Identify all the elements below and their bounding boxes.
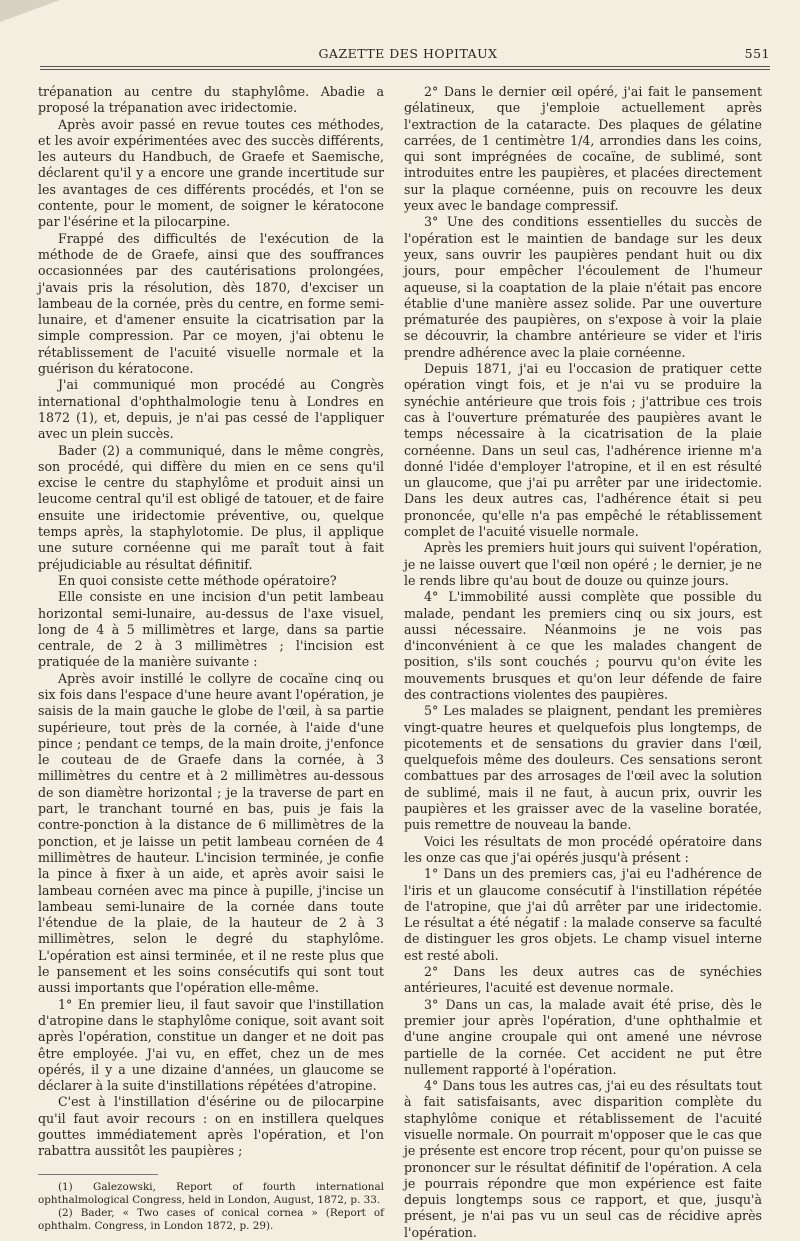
left-column bbox=[38, 84, 384, 1233]
header-rule bbox=[40, 66, 770, 70]
paragraph: 4° Dans tous les autres cas, j'ai eu des résultats tout à fait satisfaisants, avec disparition complète du staphylôme conique et rétablissement de l'acuité visuelle normale. On pourrait m'opposer que le cas que je présente est encore trop récent, pour qu'on puisse se prononcer sur le résultat définitif de l'opération. A cela je pourrais répondre que mon expérience est faite depuis longtemps sous ce rapport, et que, jusqu'à présent, je n'ai pas vu un seul cas de récidive après l'opération. bbox=[404, 1078, 762, 1240]
running-header bbox=[46, 44, 770, 66]
paragraph: Après avoir passé en revue toutes ces méthodes, et les avoir expérimentées avec des succès différents, les auteurs du Handbuch, de Graefe et Saemische, déclarent qu'il y a encore une grande incertitude sur les avantages de ces différents procédés, et l'on se contente, pour le moment, de soigner le kératocone par l'ésérine et la pilocarpine. bbox=[38, 116, 384, 230]
paragraph: 2° Dans les deux autres cas de synéchies antérieures, l'acuité est devenue normale. bbox=[404, 964, 762, 996]
paragraph: J'ai communiqué mon procédé au Congrès international d'ophthalmologie tenu à Londres en 1872 (1), et, depuis, je n'ai pas cessé de l'appliquer avec un plein succès. bbox=[38, 377, 384, 442]
page-number: 551 bbox=[744, 46, 770, 61]
paragraph: trépanation au centre du staphylôme. Abadie a proposé la trépanation avec iridectomie. bbox=[38, 84, 384, 116]
paragraph: Frappé des difficultés de l'exécution de la méthode de de Graefe, ainsi que des souffrances occasionnées par des cautérisations prolongées, j'avais pris la résolution, dès 1870, d'exciser un lambeau de la cornée, près du centre, en forme semi-lunaire, et d'amener ensuite la cicatrisation par la simple compression. Par ce moyen, j'ai obtenu le rétablissement de l'acuité visuelle normale et la guérison du kératocone. bbox=[38, 230, 384, 377]
paragraph: Après avoir instillé le collyre de cocaïne cinq ou six fois dans l'espace d'une heure avant l'opération, je saisis de la main gauche le globe de l'œil, à sa partie supérieure, tout près de la cornée, à l'aide d'une pince ; pendant ce temps, de la main droite, j'enfonce le couteau de de Graefe dans la cornée, à 3 millimètres du centre et à 2 millimètres au-dessous de son diamètre horizontal ; je la traverse de part en part, le tranchant tourné en bas, puis je fais la contre-ponction à la distance de 6 millimètres de la ponction, et je laisse un petit lambeau cornéen de 4 millimètres de hauteur. L'incision terminée, je confie la pince à fixer à un aide, et après avoir saisi le lambeau cornéen avec ma pince à pupille, j'incise un lambeau semi-lunaire de la cornée dans toute l'étendue de la plaie, de la hauteur de 2 à 3 millimètres, selon le degré du staphylôme. L'opération est ainsi terminée, et il ne reste plus que le pansement et les soins consécutifs qui sont tout aussi importants que l'opération elle-même. bbox=[38, 670, 384, 996]
paragraph: 1° Dans un des premiers cas, j'ai eu l'adhérence de l'iris et un glaucome consécutif à l'instillation répétée de l'atropine, que j'ai dû arrêter par une iridectomie. Le résultat a été négatif : la malade conserve sa faculté de distinguer les gros objets. Le champ visuel interne est resté aboli. bbox=[404, 866, 762, 963]
paragraph: 1° En premier lieu, il faut savoir que l'instillation d'atropine dans le staphylôme conique, soit avant soit après l'opération, constitue un danger et ne doit pas être employée. J'ai vu, en effet, chez un de mes opérés, il y a une dizaine d'années, un glaucome se déclarer à la suite d'instillations répétées d'atropine. bbox=[38, 996, 384, 1094]
right-column bbox=[404, 84, 762, 1241]
paragraph: 5° Les malades se plaignent, pendant les premières vingt-quatre heures et quelquefois plus longtemps, de picotements et de sensations du gravier dans l'œil, quelquefois même des douleurs. Ces sensations seront combattues par des arrosages de l'œil avec la solution de sublimé, mais il ne faut, à aucun prix, ouvrir les paupières et les graisser avec de la vaseline boratée, puis remettre de nouveau la bande. bbox=[404, 703, 762, 833]
paragraph: 4° L'immobilité aussi complète que possible du malade, pendant les premiers cinq ou six jours, est aussi nécessaire. Néanmoins je ne vois pas d'inconvénient à ce que les malades changent de position, s'ils sont couchés ; pourvu qu'on évite les mouvements brusques et qu'on leur défende de faire des contractions violentes des paupières. bbox=[404, 589, 762, 702]
paragraph: Elle consiste en une incision d'un petit lambeau horizontal semi-lunaire, au-dessus de l'axe visuel, long de 4 à 5 millimètres et large, dans sa partie centrale, de 2 à 3 millimètres ; l'incision est pratiquée de la manière suivante : bbox=[38, 589, 384, 670]
paragraph: En quoi consiste cette méthode opératoire? bbox=[58, 572, 337, 588]
paragraph: Après les premiers huit jours qui suivent l'opération, je ne laisse ouvert que l'œil non opéré ; le dernier, je ne le rends libre qu'au bout de douze ou quinze jours. bbox=[404, 540, 762, 588]
paragraph: 3° Dans un cas, la malade avait été prise, dès le premier jour après l'opération, d'une ophthalmie et d'une angine croupale qui ont amené une névrose partielle de la cornée. Cet accident ne put être nullement rapporté à l'opération. bbox=[404, 996, 762, 1077]
paragraph: 3° Une des conditions essentielles du succès de l'opération est le maintien de bandage sur les deux yeux, sans ouvrir les paupières pendant huit ou dix jours, pour empêcher l'écoulement de l'humeur aqueuse, si la coaptation de la plaie n'était pas encore établie d'une manière assez solide. Par une ouverture prématurée des paupières, on s'expose à voir la plaie se découvrir, la chambre antérieure se vider et l'iris prendre adhérence avec la plaie cornéenne. bbox=[404, 214, 762, 360]
footnote: (1) Galezowski, Report of fourth international ophthalmological Congress, held in London, August, 1872, p. 33. bbox=[38, 1180, 384, 1206]
paragraph: Depuis 1871, j'ai eu l'occasion de pratiquer cette opération vingt fois, et je n'ai vu se produire la synéchie antérieure que trois fois ; j'attribue ces trois cas à l'ouverture prématurée des paupières avant le temps nécessaire à la cicatrisation de la plaie cornéenne. Dans un seul cas, l'adhérence irienne m'a donné l'idée d'employer l'atropine, et il en est résulté un glaucome, que j'ai pu arrêter par une iridectomie. Dans les deux autres cas, l'adhérence était si peu prononcée, qu'elle n'a pas empêché le rétablissement complet de l'acuité visuelle normale. bbox=[404, 361, 762, 540]
footnote-rule bbox=[38, 1174, 158, 1175]
paragraph: C'est à l'instillation d'ésérine ou de pilocarpine qu'il faut avoir recours : on en instillera quelques gouttes immédiatement après l'opération, et l'on rabattra aussitôt les paupières ; bbox=[38, 1094, 384, 1159]
paragraph: 2° Dans le dernier œil opéré, j'ai fait le pansement gélatineux, que j'emploie actuellement après l'extraction de la cataracte. Des plaques de gélatine carrées, de 1 centimètre 1/4, arrondies dans les coins, qui sont imprégnées de cocaïne, de sublimé, sont introduites entre les paupières, et placées directement sur la plaque cornéenne, puis on recouvre les deux yeux avec le bandage compressif. bbox=[404, 84, 762, 214]
paragraph: Voici les résultats de mon procédé opératoire dans les onze cas que j'ai opérés jusqu'à présent : bbox=[404, 833, 762, 865]
journal-title: GAZETTE DES HOPITAUX bbox=[318, 46, 498, 61]
paragraph: Bader (2) a communiqué, dans le même congrès, son procédé, qui diffère du mien en ce sens qu'il excise le centre du staphylôme et produit ainsi un leucome central qu'il est obligé de tatouer, et de faire ensuite une iridectomie préventive, ou, quelque temps après, la staphylotomie. De plus, il applique une suture cornéenne qui me paraît tout à fait préjudiciable au résultat définitif. bbox=[38, 442, 384, 572]
footnote: (2) Bader, « Two cases of conical cornea » (Report of ophthalm. Congress, in London 1872, p. 29). bbox=[38, 1206, 384, 1232]
page-corner-fold bbox=[0, 0, 60, 22]
